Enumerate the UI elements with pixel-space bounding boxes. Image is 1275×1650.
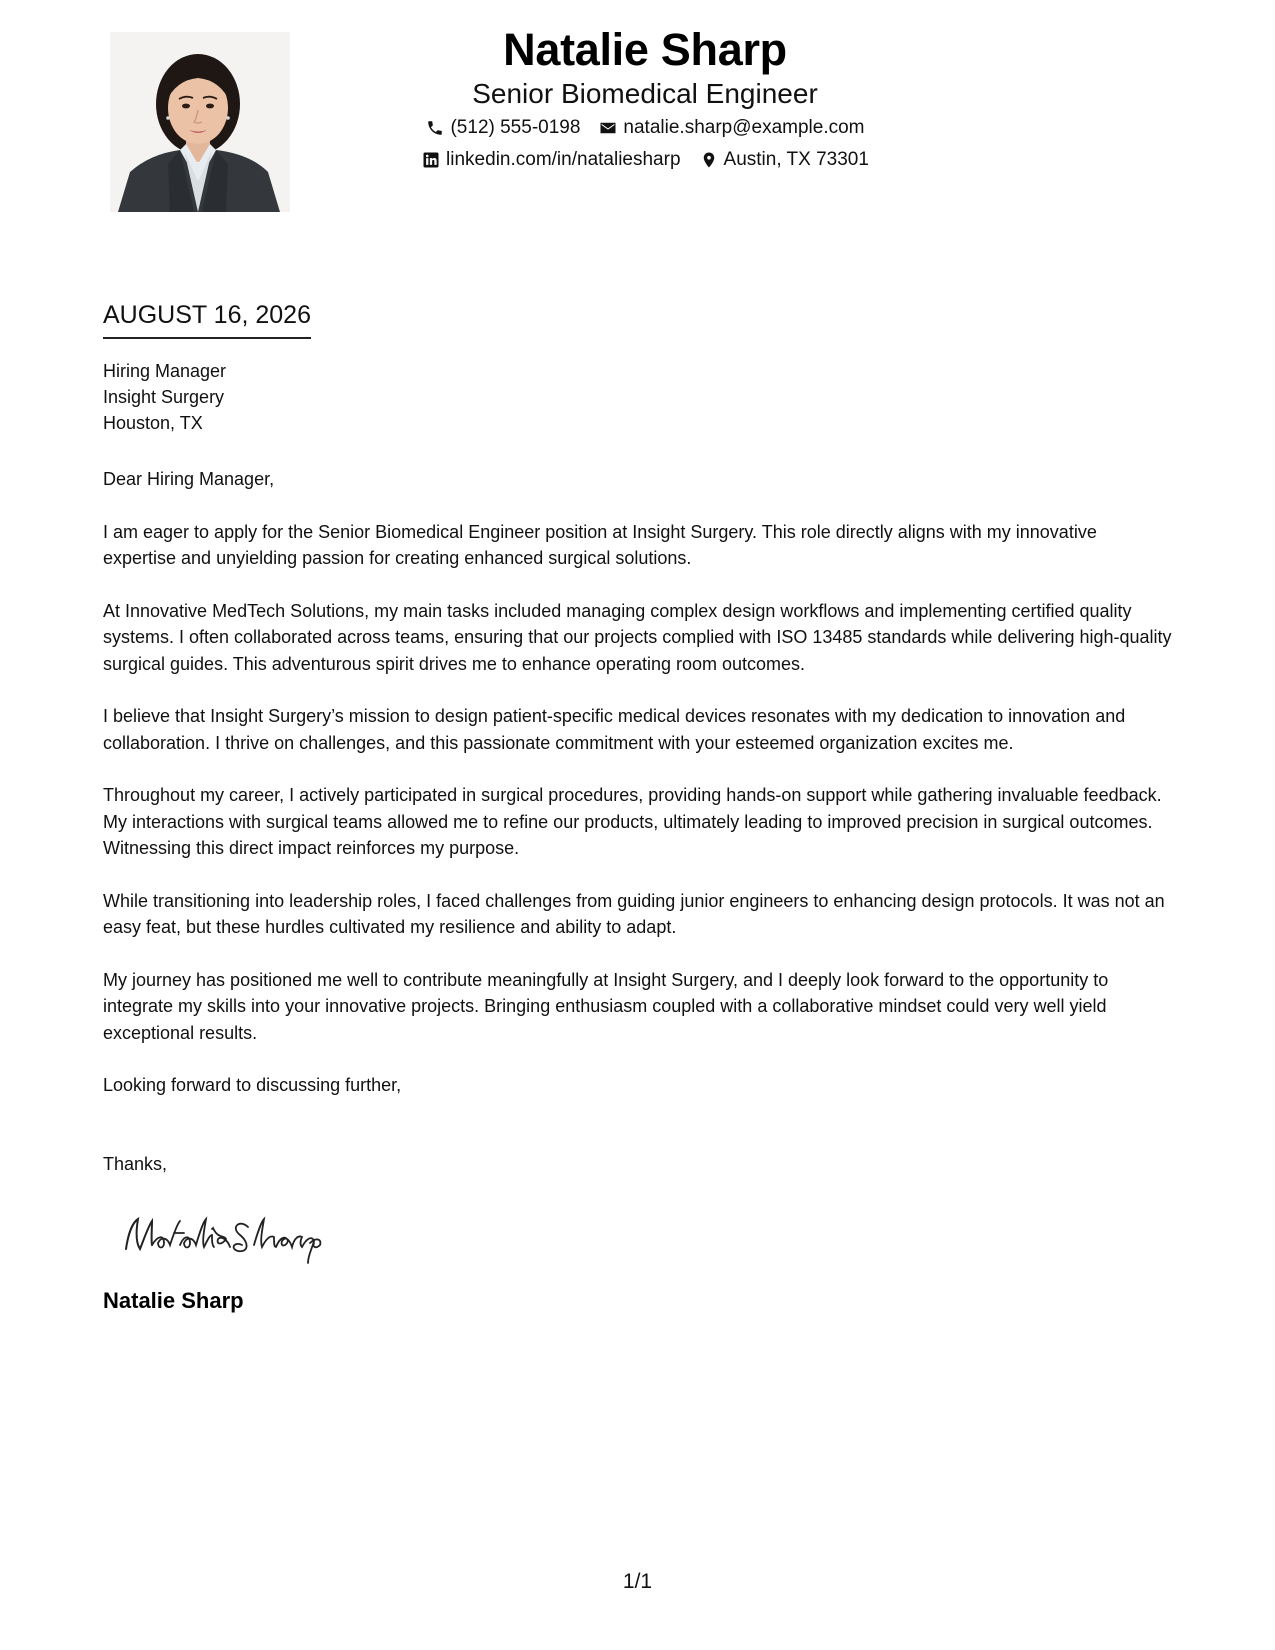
recipient-line: Hiring Manager [103,361,227,381]
linkedin-text[interactable]: linkedin.com/in/nataliesharp [446,149,681,170]
applicant-title: Senior Biomedical Engineer [472,78,818,109]
letter-body [103,466,1173,1177]
email-text[interactable]: natalie.sharp@example.com [623,117,865,138]
contact-phone [425,112,580,144]
email-icon [598,118,618,138]
profile-photo-illustration [110,32,290,212]
signature-drawing [118,1205,358,1265]
body-paragraph: I believe that Insight Surgery’s mission to design patient-specific medical devices resonates with my dedication to innovation and collaboration. I thrive on challenges, and this passionate commitment with your esteemed organization excites me. [103,706,1126,753]
contact-location [699,144,869,176]
handwritten-signature [118,1205,358,1265]
page-number: 1/1 [622,1570,653,1593]
contact-row-2 [400,144,890,176]
recipient-line: Houston, TX [103,413,203,433]
body-paragraph: My journey has positioned me well to contribute meaningfully at Insight Surgery, and I deeply look forward to the opportunity to integrate my skills into your innovative projects. Bringing enthusiasm coupled with a collaborative mindset could very well yield exceptional results. [103,969,1109,1043]
recipient-block [103,358,226,436]
body-paragraph: Throughout my career, I actively participated in surgical procedures, providing hands-on support while gathering invaluable feedback. My interactions with surgical teams allowed me to refine our products, ultimately leading to improved precision in surgical outcomes. Witnessing this direct impact reinforces my purpose. [103,785,1162,858]
signer-name: Natalie Sharp [103,1288,244,1313]
signoff: Thanks, [103,1153,168,1174]
contact-linkedin[interactable] [421,144,680,176]
closing-line: Looking forward to discussing further, [103,1075,402,1095]
greeting: Dear Hiring Manager, [103,469,275,489]
letter-date: AUGUST 16, 2026 [103,298,311,339]
contact-row-1 [400,112,890,144]
linkedin-icon [421,150,441,170]
body-paragraph: While transitioning into leadership roles, I faced challenges from guiding junior engineers to enhancing design protocols. It was not an easy feat, but these hurdles cultivated my resilience and ability to adapt. [103,890,1165,937]
letter-header [400,22,890,176]
profile-photo [110,32,290,212]
location-pin-icon [699,150,719,170]
body-paragraph: At Innovative MedTech Solutions, my main tasks included managing complex design workflows and implementing certified quality systems. I often collaborated across teams, ensuring that our projects complied with ISO 13485 standards while delivering high-quality surgical guides. This adventurous spirit drives me to enhance operating room outcomes. [103,600,1172,674]
phone-icon [425,118,445,138]
recipient-line: Insight Surgery [103,387,225,407]
location-text: Austin, TX 73301 [723,149,869,170]
phone-text: (512) 555-0198 [450,117,581,138]
body-paragraph: I am eager to apply for the Senior Biomedical Engineer position at Insight Surgery. This role directly aligns with my innovative expertise and unyielding passion for creating enhanced surgical solutions. [103,521,1097,568]
applicant-name: Natalie Sharp [503,24,787,75]
contact-email[interactable] [598,112,864,144]
